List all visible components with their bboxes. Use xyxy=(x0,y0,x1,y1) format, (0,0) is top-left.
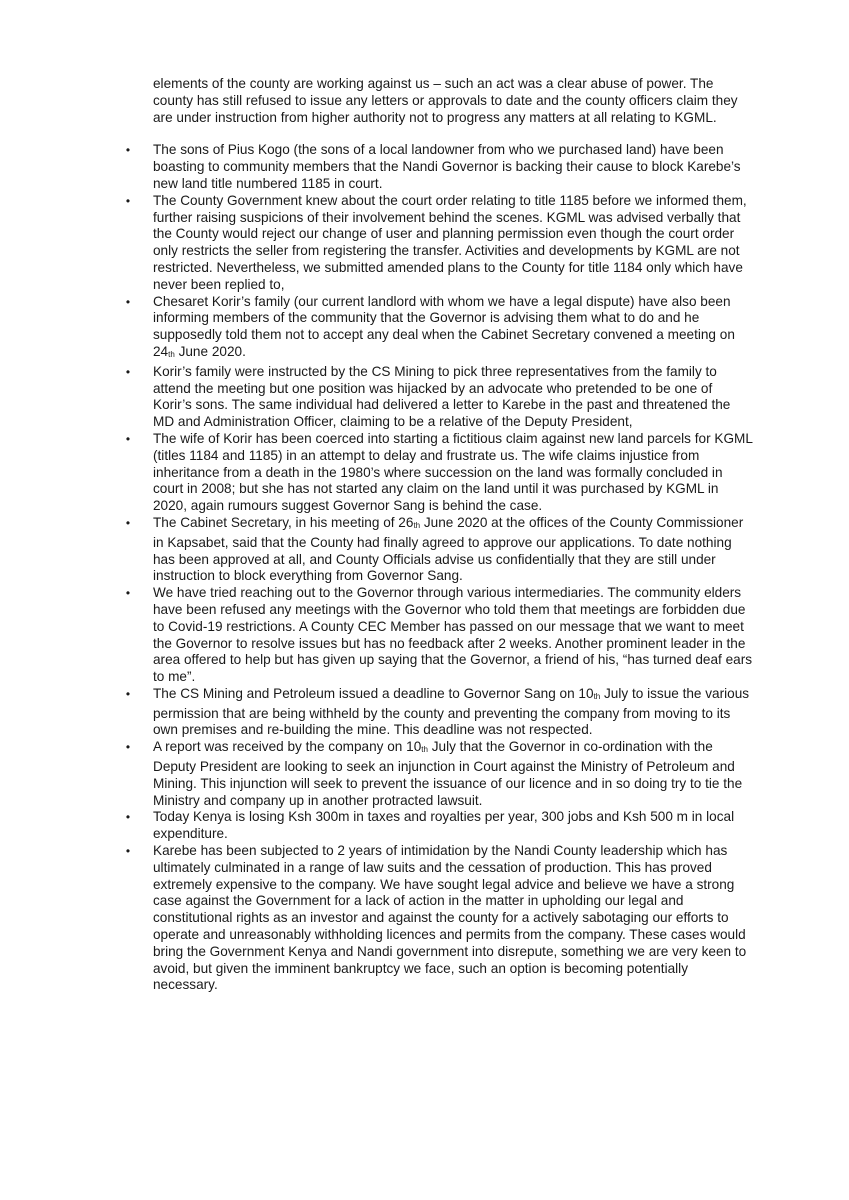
list-item-text: The sons of Pius Kogo (the sons of a local landowner from who we purchased land) have been boasting to community members that the Nandi Governor is backing their cause to block Karebe’s new land title numbered 1185 in court. xyxy=(153,142,741,191)
list-item-text: A report was received by the company on 10 xyxy=(153,739,422,755)
bullet-icon: • xyxy=(125,810,131,825)
bullet-list xyxy=(125,142,753,994)
ordinal-suffix: th xyxy=(168,349,175,359)
list-item xyxy=(125,514,753,585)
list-item-text: July that the Governor in co-ordination with the Deputy President are looking to seek an injunction in Court against the Ministry of Petroleum and Mining. This injunction will seek to prevent the issuance of our licence and in so doing try to tie the Ministry and company up in another protracted lawsuit. xyxy=(153,739,743,808)
list-item-text: The wife of Korir has been coerced into starting a fictitious claim against new land parcels for KGML (titles 1184 and 1185) in an attempt to delay and frustrate us. The wife claims injustice from inheritance from a death in the 1980’s where succession on the land was formally concluded in court in 2008; but she has not started any claim on the land until it was purchased by KGML in 2020, again rumours suggest Governor Sang is behind the case. xyxy=(153,430,753,514)
ordinal-suffix: th xyxy=(593,691,601,701)
list-item xyxy=(125,192,753,294)
ordinal-suffix: th xyxy=(421,745,428,755)
bullet-icon: • xyxy=(125,586,131,601)
list-item-text: Korir’s family were instructed by the CS Mining to pick three representatives from the family to attend the meeting but one position was hijacked by an advocate who pretended to be one of Korir’s sons. The same individual had delivered a letter to Karebe in the past and threatened the MD and Administration Officer, claiming to be a relative of the Deputy President, xyxy=(153,363,731,430)
document-body xyxy=(125,76,753,994)
list-item-text: June 2020 at the offices of the County Commissioner in Kapsabet, said that the County had finally agreed to approve our applications. To date nothing has been approved at all, and County Officials advise us confidentially that they are still under instruction to block everything from Governor Sang. xyxy=(153,514,744,584)
list-item xyxy=(125,430,753,515)
list-item xyxy=(125,293,753,364)
list-item xyxy=(125,809,753,843)
intro-paragraph: elements of the county are working against us – such an act was a clear abuse of power. The county has still refused to issue any letters or approvals to date and the county officers claim they are under instruction from higher authority not to progress any matters at all relating to KGML. xyxy=(153,76,738,125)
list-item xyxy=(125,363,753,431)
list-item-text: Today Kenya is losing Ksh 300m in taxes and royalties per year, 300 jobs and Ksh 500 m in local expenditure. xyxy=(153,809,735,842)
list-item xyxy=(125,585,753,686)
list-item xyxy=(125,142,753,192)
bullet-icon: • xyxy=(125,143,131,158)
bullet-icon: • xyxy=(125,515,131,530)
bullet-icon: • xyxy=(125,294,131,309)
list-item-text: The County Government knew about the court order relating to title 1185 before we informed them, further raising suspicions of their involvement behind the scenes. KGML was advised verbally that the County would reject our change of user and planning permission even though the court order only restricts the seller from registering the transfer. Activities and developments by KGML are not restricted. Nevertheless, we submitted amended plans to the County for title 1184 only which have never been replied to, xyxy=(153,192,747,292)
list-item-text: July to issue the various permission that are being withheld by the county and preventing the company from moving to its own premises and re-building the mine. This deadline was not respected. xyxy=(153,685,750,738)
list-item-text: We have tried reaching out to the Governor through various intermediaries. The community elders have been refused any meetings with the Governor who told them that meetings are forbidden due to Covid-19 restrictions. A County CEC Member has passed on our message that we want to meet the Governor to resolve issues but has no feedback after 2 weeks. Another prominent leader in the area offered to help but has given up saying that the Governor, a friend of his, “has turned deaf ears to me”. xyxy=(153,585,753,685)
bullet-icon: • xyxy=(125,193,131,208)
list-item-text: The CS Mining and Petroleum issued a deadline to Governor Sang on 10 xyxy=(153,685,594,701)
bullet-icon: • xyxy=(125,686,131,701)
list-item-text: The Cabinet Secretary, in his meeting of 26 xyxy=(153,514,414,530)
list-item xyxy=(125,843,753,994)
bullet-icon: • xyxy=(125,364,131,379)
bullet-icon: • xyxy=(125,740,131,755)
bullet-icon: • xyxy=(125,431,131,446)
list-item-text: Chesaret Korir’s family (our current landlord with whom we have a legal dispute) have also been informing members of the community that the Governor is advising them what to do and he supposedly told them not to accept any deal when the Cabinet Secretary convened a meeting on 24 xyxy=(153,293,735,359)
ordinal-suffix: th xyxy=(413,520,421,530)
list-item xyxy=(125,685,753,739)
list-item xyxy=(125,739,753,809)
list-item-text: June 2020. xyxy=(174,343,246,359)
bullet-icon: • xyxy=(125,844,131,859)
list-item-text: Karebe has been subjected to 2 years of intimidation by the Nandi County leadership which has ultimately culminated in a range of law suits and the cessation of production. This has proved extremely expensive to the company. We have sought legal advice and believe we have a strong case against the Government for a lack of action in the matter in upholding our legal and constitutional rights as an investor and against the county for a actively sabotaging our efforts to operate and unreasonably withholding licences and permits from the company. These cases would bring the Government Kenya and Nandi government into disrepute, something we are very keen to avoid, but given the imminent bankruptcy we face, such an option is becoming potentially necessary. xyxy=(153,843,747,993)
